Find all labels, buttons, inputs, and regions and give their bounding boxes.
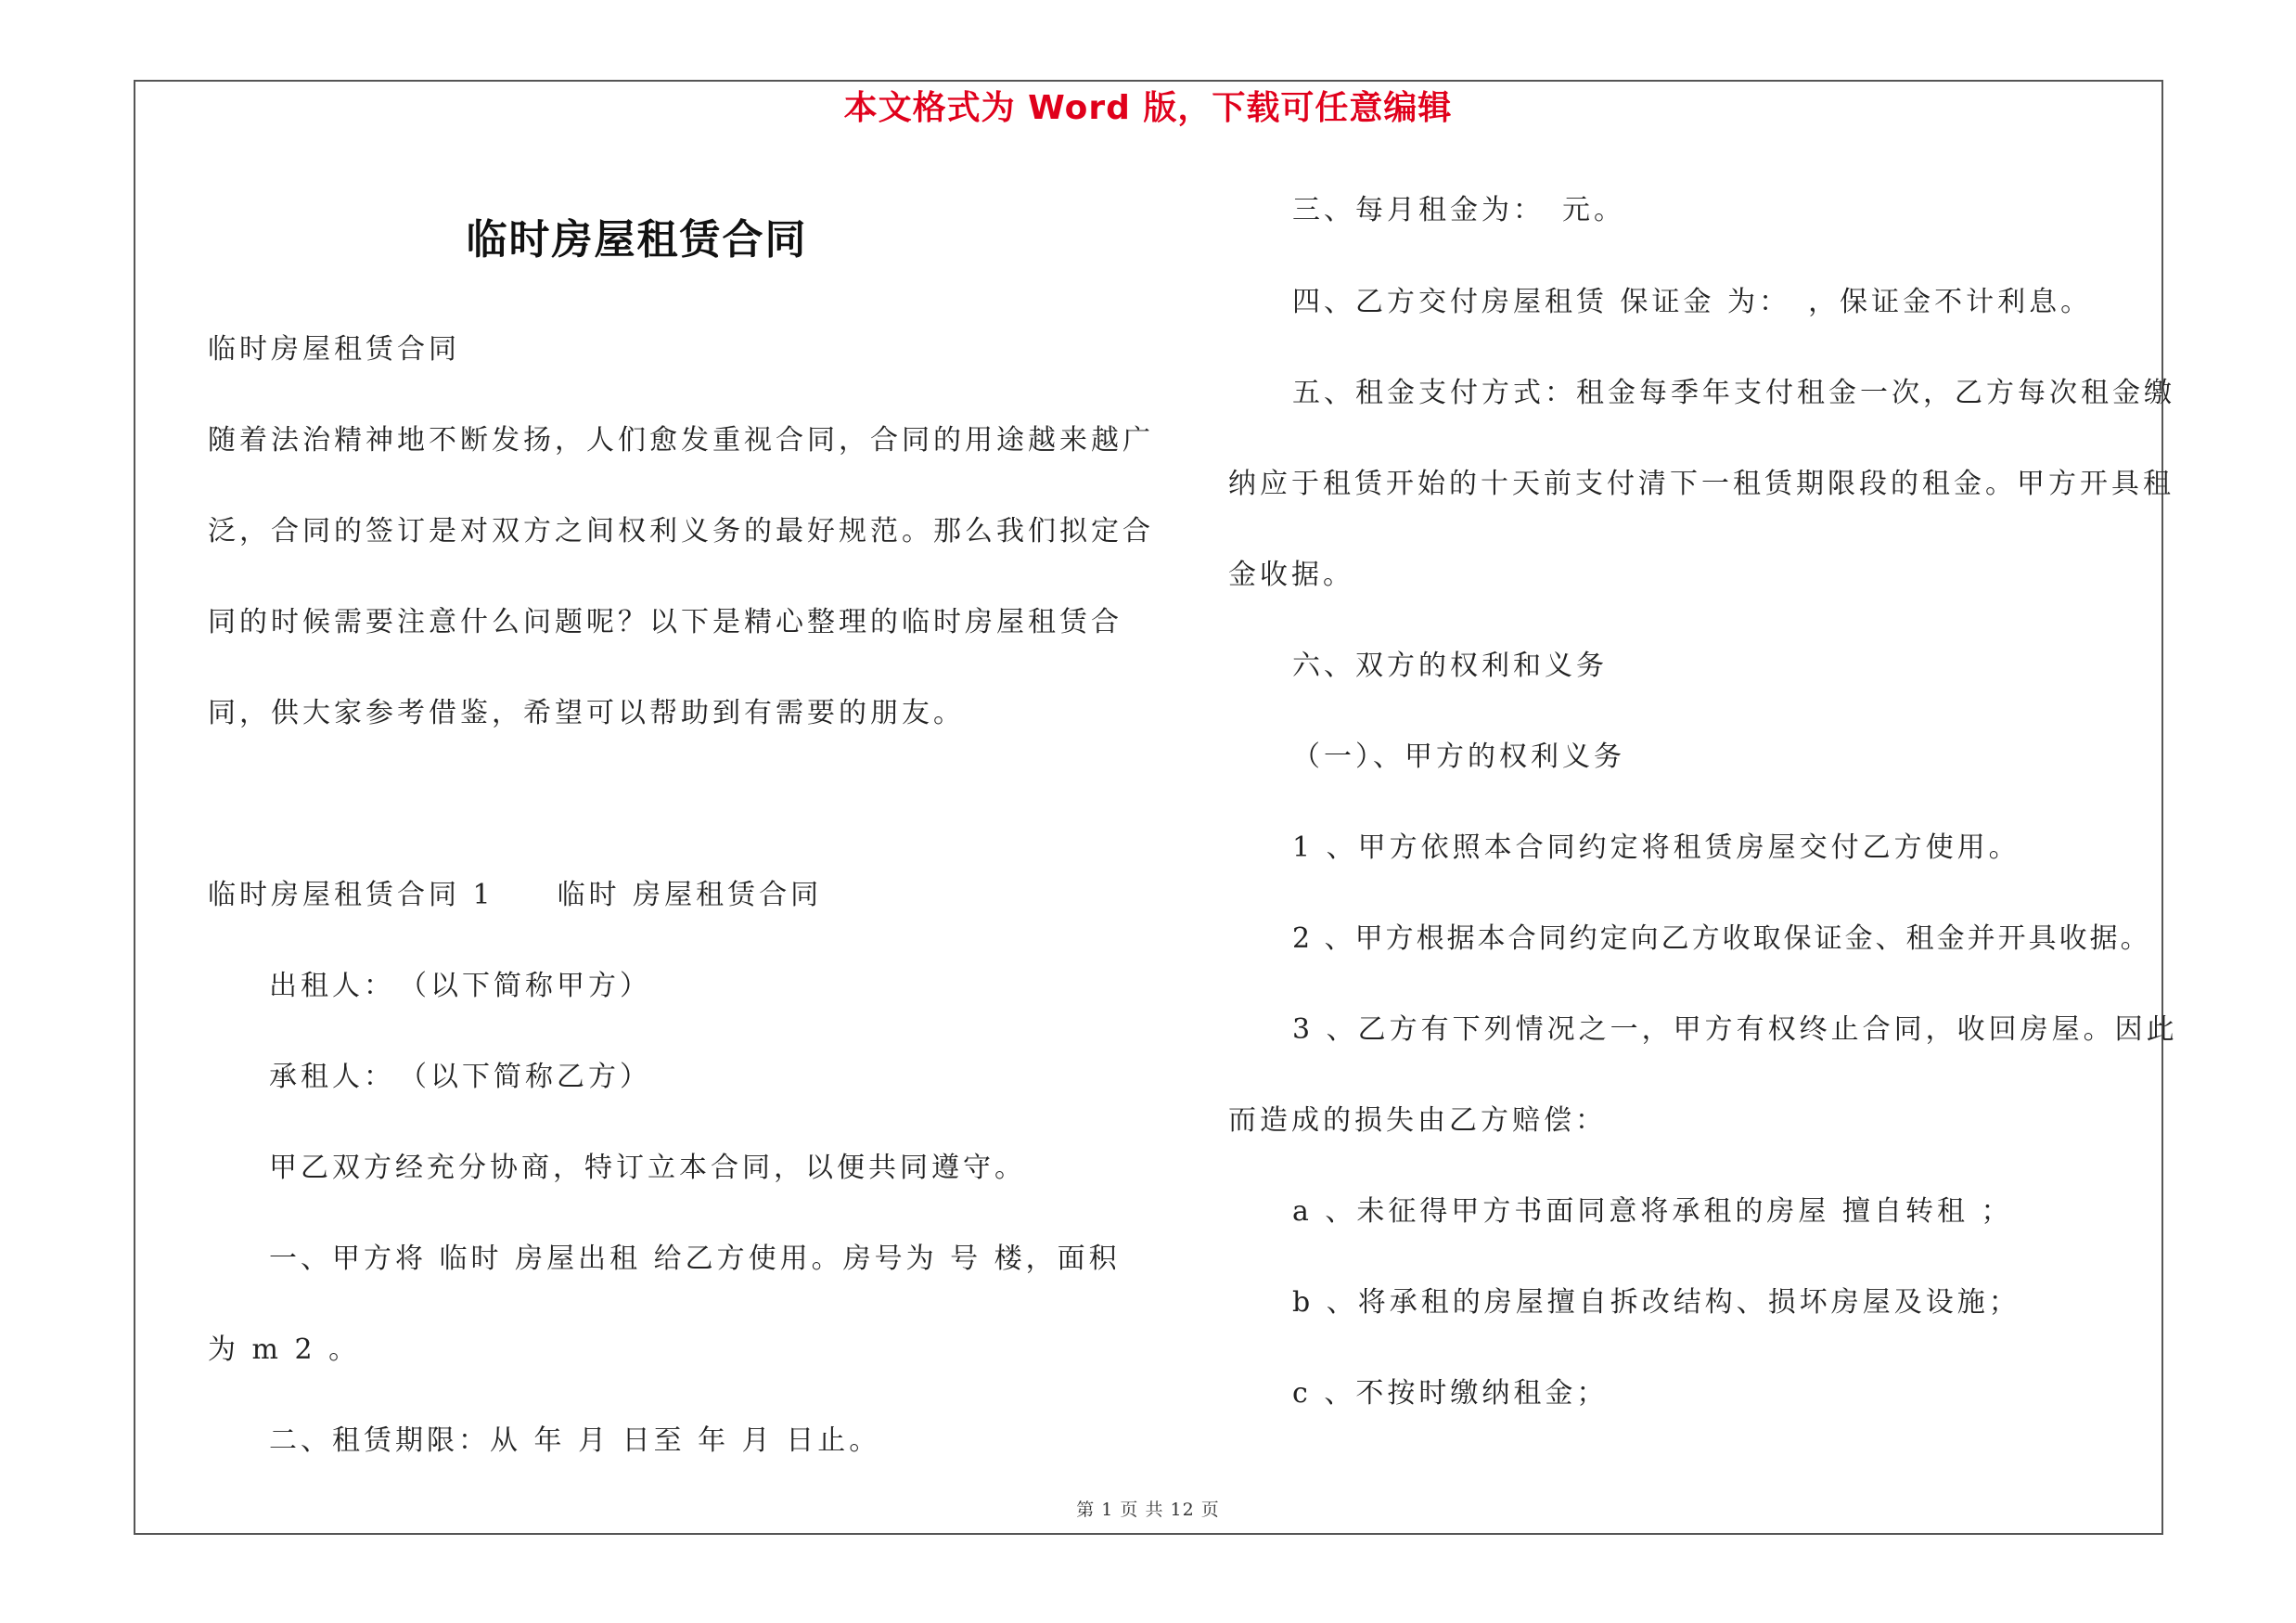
document-title: 临时房屋租赁合同 [466, 216, 808, 264]
right-line: 金收据。 [1228, 559, 1354, 591]
left-line: 临时房屋租赁合同 1 临时 房屋租赁合同 [208, 879, 823, 911]
right-line: 2 、甲方根据本合同约定向乙方收取保证金、租金并开具收据。 [1292, 922, 2151, 955]
left-line: 出租人： （以下简称甲方） [269, 970, 651, 1002]
left-line: 同的时候需要注意什么问题呢？以下是精心整理的临时房屋租赁合 [208, 606, 1122, 638]
left-line: 泛，合同的签订是对双方之间权利义务的最好规范。那么我们拟定合 [208, 515, 1154, 547]
left-line: 承租人： （以下简称乙方） [269, 1061, 651, 1093]
right-line: 六、双方的权利和义务 [1292, 650, 1608, 682]
right-line: 3 、乙方有下列情况之一，甲方有权终止合同，收回房屋。因此 [1292, 1013, 2178, 1046]
right-line: 五、租金支付方式：租金每季年支付租金一次，乙方每次租金缴 [1292, 377, 2175, 409]
right-line: a 、未征得甲方书面同意将承租的房屋 擅自转租 ； [1292, 1195, 2013, 1228]
right-line: 1 、甲方依照本合同约定将租赁房屋交付乙方使用。 [1292, 831, 2020, 864]
right-line: 四、乙方交付房屋租赁 保证金 为： ，保证金不计利息。 [1292, 286, 2093, 318]
left-line: 随着法治精神地不断发扬，人们愈发重视合同，合同的用途越来越广 [208, 424, 1154, 457]
format-banner: 本文格式为 Word 版，下载可任意编辑 [843, 89, 1453, 127]
left-line: 一、甲方将 临时 房屋出租 给乙方使用。房号为 号 楼，面积 [269, 1243, 1121, 1275]
left-line: 同，供大家参考借鉴，希望可以帮助到有需要的朋友。 [208, 697, 965, 729]
page-number: 第 1 页 共 12 页 [1076, 1500, 1220, 1520]
right-line: 纳应于租赁开始的十天前支付清下一租赁期限段的租金。甲方开具租 [1228, 468, 2174, 500]
right-line: 三、每月租金为： 元。 [1292, 194, 1625, 226]
right-line: （一）、甲方的权利义务 [1292, 741, 1625, 773]
left-line: 甲乙双方经充分协商，特订立本合同，以便共同遵守。 [269, 1152, 1026, 1184]
right-line: b 、将承租的房屋擅自拆改结构、损坏房屋及设施； [1292, 1286, 2020, 1319]
left-line: 为 m 2 。 [208, 1333, 361, 1366]
right-line: 而造成的损失由乙方赔偿： [1228, 1104, 1607, 1137]
left-line: 二、租赁期限：从 年 月 日至 年 月 日止。 [269, 1424, 881, 1457]
left-line: 临时房屋租赁合同 [208, 333, 460, 366]
right-line: c 、不按时缴纳租金； [1292, 1377, 1609, 1410]
